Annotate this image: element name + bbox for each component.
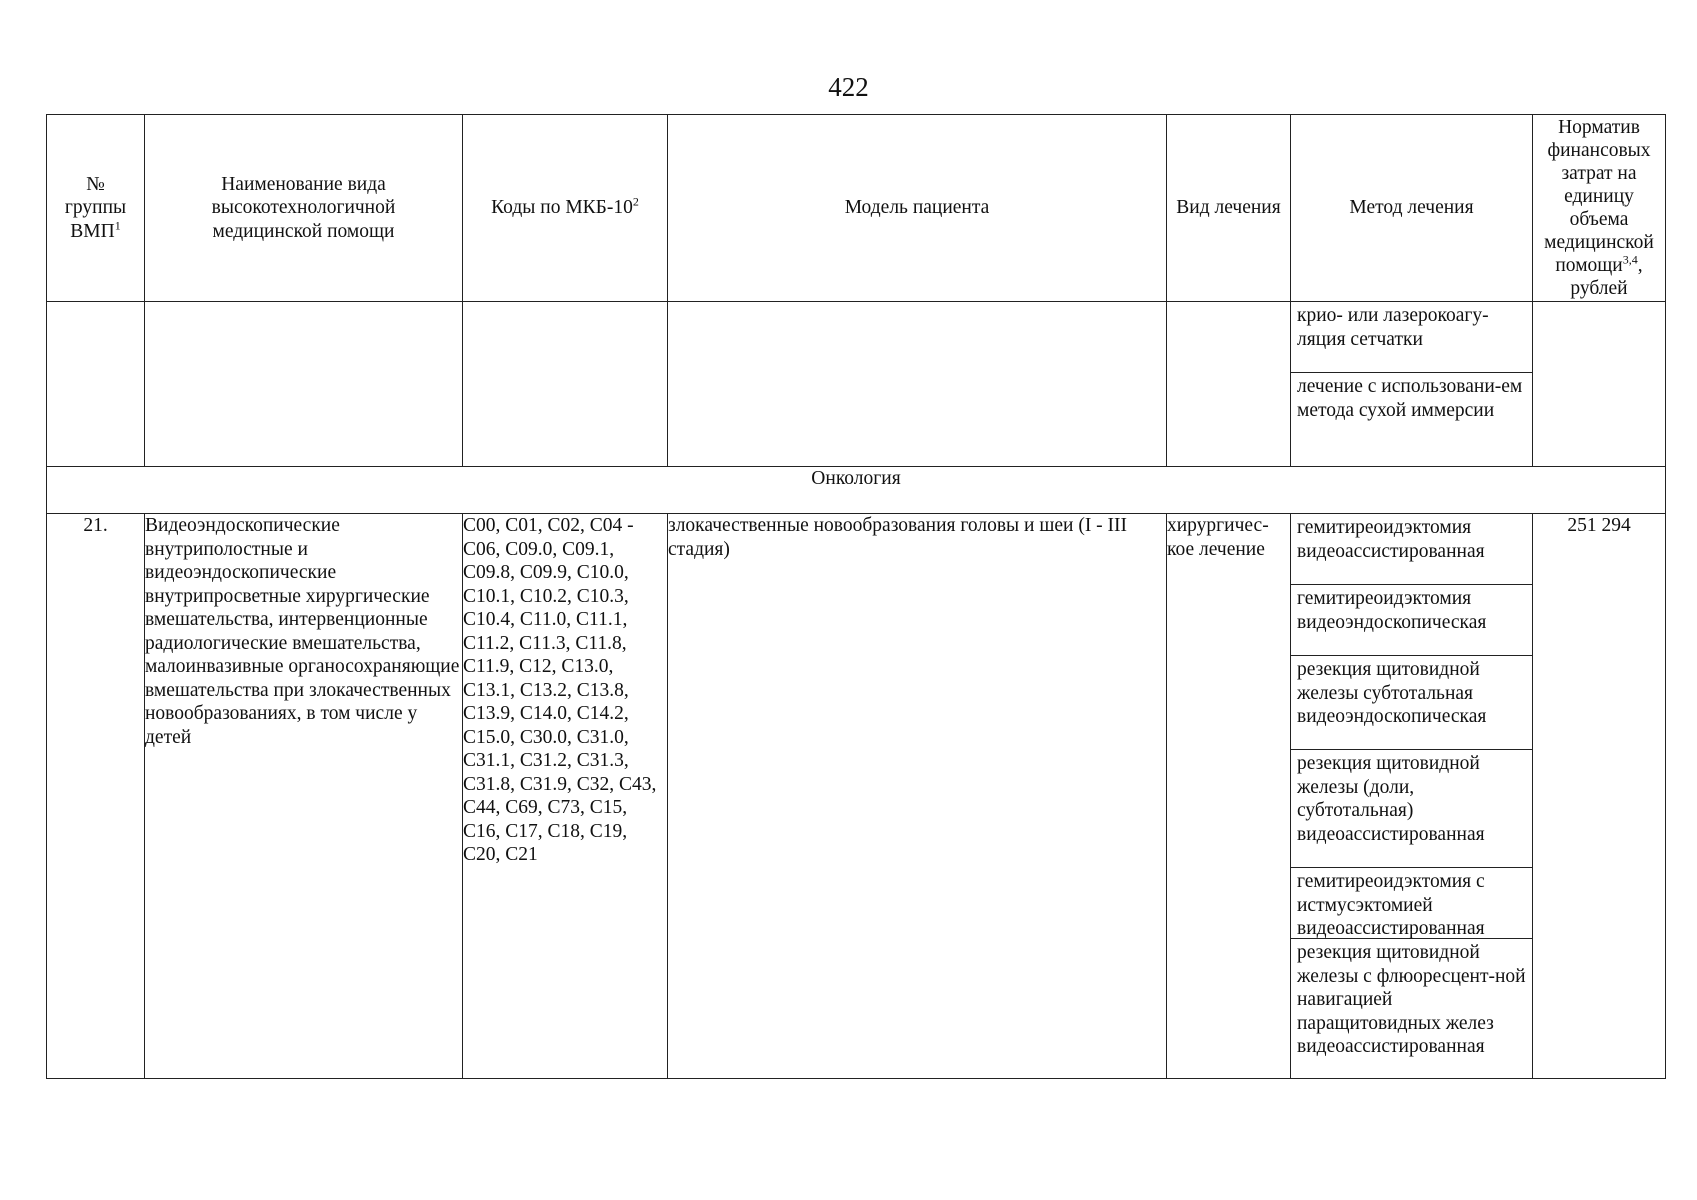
cost-standard: 251 294 xyxy=(1533,514,1666,1079)
method-item: резекция щитовидной железы субтотальная видеоэндоскопическая xyxy=(1291,656,1532,750)
section-row xyxy=(47,467,1666,514)
header-cost-standard: Норматив финансовых затрат на единицу объема медицинской помощи$^{3,4}$, рублей xyxy=(1533,115,1666,302)
method-item: гемитиреоидэктомия с истмусэктомией видеоассистированная xyxy=(1291,868,1532,939)
method-item: резекция щитовидной железы (доли, субтотальная) видеоассистированная xyxy=(1291,750,1532,868)
method-item: гемитиреоидэктомия видеоэндоскопическая xyxy=(1291,585,1532,656)
vmp-name: Видеоэндоскопические внутриполостные и видеоэндоскопические внутрипросветные хирургические вмешательства, интервенционные радиологические вмешательства, малоинвазивные органосохраняющие вмешательства при злокачественных новообразованиях, в том числе у детей xyxy=(145,514,463,1079)
continuation-methods xyxy=(1291,302,1533,467)
page-number: 422 xyxy=(828,72,869,102)
table-row xyxy=(47,514,1666,1079)
header-vmp-name: Наименование вида высокотехнологичной медицинской помощи xyxy=(145,115,463,302)
header-cost-footnote: 3,4 xyxy=(1622,252,1638,267)
continuation-row xyxy=(47,302,1666,467)
header-treatment-type: Вид лечения xyxy=(1167,115,1291,302)
method-item: лечение с использовани-ем метода сухой иммерсии xyxy=(1297,376,1523,421)
group-number: 21. xyxy=(47,514,145,1079)
header-treatment-method: Метод лечения xyxy=(1291,115,1533,302)
patient-model: злокачественные новообразования головы и шеи (I - III стадия) xyxy=(668,514,1167,1079)
header-group-number xyxy=(47,115,145,302)
treatment-type: хирургичес-кое лечение xyxy=(1167,514,1291,1079)
header-patient-model: Модель пациента xyxy=(668,115,1167,302)
header-num-line3: ВМП xyxy=(70,220,115,242)
header-num-line2: группы xyxy=(64,197,127,219)
header-codes-footnote: 2 xyxy=(632,194,639,209)
header-num-line1: № xyxy=(86,173,105,195)
header-num-footnote: 1 xyxy=(114,218,121,233)
method-item: крио- или лазерокоагу-ляция сетчатки xyxy=(1291,302,1532,373)
section-title: Онкология xyxy=(47,467,1666,514)
method-item: гемитиреоидэктомия видеоассистированная xyxy=(1291,514,1532,585)
header-icd-codes: Коды по МКБ-$10^2$ xyxy=(463,115,668,302)
vmp-table xyxy=(46,114,1666,1079)
header-row xyxy=(47,115,1666,302)
icd-codes: C00, C01, C02, C04 - C06, C09.0, C09.1, C09.8, C09.9, C10.0, C10.1, C10.2, C10.3, C10.4, C11.0, C11.1, C11.2, C11.3, C11.8, C11.9, C12, C13.0, C13.1, C13.2, C13.8, C13.9, C14.0, C14.2, C15.0, C30.0, C31.0, C31.1, C31.2, C31.3, C31.8, C31.9, C32, C43, C44, C69, C73, C15, C16, C17, C18, C19, C20, C21 xyxy=(463,514,668,1079)
method-item: резекция щитовидной железы с флюоресцент-ной навигацией паращитовидных желез видеоассистированная xyxy=(1297,942,1526,1057)
treatment-methods xyxy=(1291,514,1533,1079)
